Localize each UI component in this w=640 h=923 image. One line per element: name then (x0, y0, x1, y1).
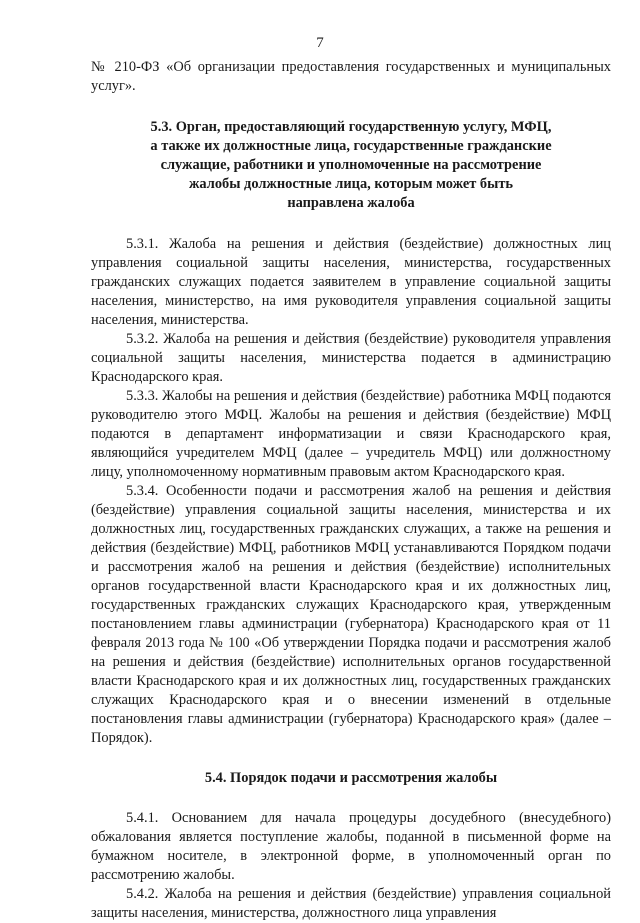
paragraph-5-4-1: 5.4.1. Основанием для начала процедуры досудебного (внесудебного) обжалования является поступление жалобы, поданной в письменной форме на бумажном носителе, в электронной форме, в уполномоченный орган по рассмотрению жалобы. (91, 810, 611, 883)
intro-paragraph: № 210-ФЗ «Об организации предоставления государственных и муниципальных услуг». (91, 59, 611, 94)
section-5-4-title: 5.4. Порядок подачи и рассмотрения жалобы (204, 770, 498, 786)
section-title-line: жалобы должностные лица, которым может быть (188, 176, 514, 192)
section-title-line: направлена жалоба (287, 195, 415, 211)
paragraph-5-3-1: 5.3.1. Жалоба на решения и действия (бездействие) должностных лиц управления социальной защиты населения, министерства, государственных гражданских служащих подается заявителем в управление социальной защиты населения, министерство, на имя руководителя управления социальной защиты населения, министерства. (91, 236, 611, 328)
paragraph-5-3-4: 5.3.4. Особенности подачи и рассмотрения жалоб на решения и действия (бездействие) управления социальной защиты населения, министерства и их должностных лиц, государственных гражданских служащих, а также на решения и действия (бездействие) МФЦ, работников МФЦ устанавливаются Порядком подачи и рассмотрения жалоб на решения и действия (бездействие) исполнительных органов государственной власти Краснодарского края и их должностных лиц, государственных гражданских служащих Краснодарского края, утвержденным постановлением главы администрации (губернатора) Краснодарского края от 11 февраля 2013 года № 100 «Об утверждении Порядка подачи и рассмотрения жалоб на решения и действия (бездействие) исполнительных органов государственной власти Краснодарского края и их должностных лиц, государственных гражданских служащих Краснодарского края и о внесении изменений в отдельные постановления главы администрации (губернатора) Краснодарского края» (далее – Порядок). (91, 483, 611, 746)
section-title-line: служащие, работники и уполномоченные на рассмотрение (160, 157, 542, 173)
page-number: 7 (316, 35, 324, 51)
paragraph-5-3-3: 5.3.3. Жалобы на решения и действия (бездействие) работника МФЦ подаются руководителю этого МФЦ. Жалобы на решения и действия (бездействие) МФЦ подаются в департамент информатизации и связи Краснодарского края, являющийся учредителем МФЦ (далее – учредитель МФЦ) или должностному лицу, уполномоченному нормативным правовым актом Краснодарского края. (91, 388, 611, 480)
paragraph-5-3-2: 5.3.2. Жалоба на решения и действия (бездействие) руководителя управления социальной защиты населения, министерства подается в администрацию Краснодарского края. (91, 331, 611, 385)
section-5-3-title (91, 118, 611, 213)
section-title-line: 5.3. Орган, предоставляющий государственную услугу, МФЦ, (150, 119, 552, 135)
paragraph-5-4-2: 5.4.2. Жалоба на решения и действия (бездействие) управления социальной защиты населения, министерства, должностного лица управления (91, 886, 611, 921)
section-title-line: а также их должностные лица, государственные гражданские (150, 138, 552, 154)
document-body (91, 58, 611, 923)
